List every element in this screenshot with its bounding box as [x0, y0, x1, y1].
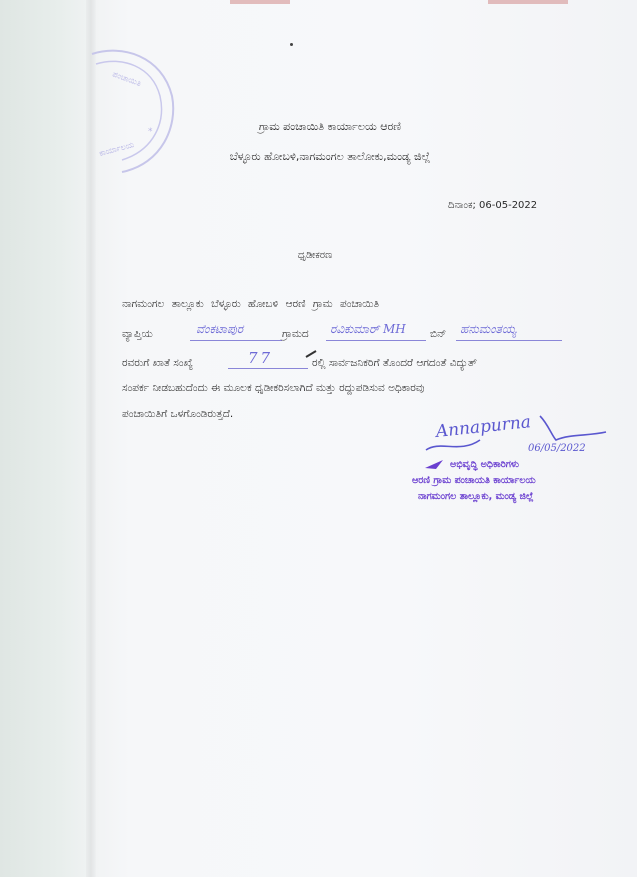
signature-date: 06/05/2022 — [528, 443, 586, 454]
seal-designation: ಅಭಿವೃದ್ಧಿ ಅಧಿಕಾರಿಗಳು — [450, 459, 520, 470]
svg-text:ಪಂಚಾಯಿತಿ: ಪಂಚಾಯಿತಿ — [111, 69, 143, 89]
body-line-2-village-suffix: ಗ್ರಾಮದ — [282, 328, 309, 340]
body-line-2-bin: ಬಿನ್ — [430, 328, 447, 340]
svg-text:ಕಾರ್ಯಾಲಯ: ಕಾರ್ಯಾಲಯ — [98, 139, 136, 158]
top-edge-mark — [488, 0, 568, 4]
fill-underline — [190, 340, 282, 341]
filled-name: ರವಿಕುಮಾರ್ MH — [330, 322, 406, 336]
seal-arrow — [424, 458, 444, 470]
seal-location: ನಾಗಮಂಗಲ ತಾಲ್ಲೂಕು, ಮಂಡ್ಯ ಜಿಲ್ಲೆ — [418, 491, 534, 502]
fill-underline — [326, 340, 426, 341]
office-title: ಗ್ರಾಮ ಪಂಚಾಯಿತಿ ಕಾರ್ಯಾಲಯ ಆರಣಿ — [258, 120, 402, 133]
body-line-3-prefix: ರವರುಗೆ ಖಾತೆ ಸಂಖ್ಯೆ — [122, 357, 194, 369]
filled-village: ವೆಂಕಟಾಪುರ — [196, 322, 244, 336]
signature-scrawl: Annapurna — [434, 412, 532, 442]
fill-underline — [456, 340, 562, 341]
office-address: ಬೆಳ್ಳೂರು ಹೋಬಳಿ,ನಾಗಮಂಗಲ ತಾಲೋಕು,ಮಂಡ್ಯ ಜಿಲ್ಲೆ — [229, 150, 431, 163]
filled-khata-number: 77 — [248, 349, 274, 367]
body-line-4: ಸಂಪರ್ಕ ನೀಡಬಹುದೆಂದು ಈ ಮೂಲಕ ಧೃಡೀಕರಿಸಲಾಗಿದೆ ಮತ್ತು ರದ್ದುಪಡಿಸುವ ಅಧಿಕಾರವು — [122, 382, 425, 394]
body-line-2-prefix: ವ್ಯಾಪ್ತಿಯ — [122, 328, 153, 340]
speck — [290, 43, 293, 46]
date-line: ದಿನಾಂಕ; 06-05-2022 — [448, 200, 538, 211]
body-line-1: ನಾಗಮಂಗಲ ತಾಲ್ಲೂಕು ಬೆಳ್ಳೂರು ಹೋಬಳಿ ಆರಣಿ ಗ್ರಾಮ ಪಂಚಾಯಿತಿ — [122, 298, 380, 310]
fill-underline — [228, 368, 308, 369]
svg-text:*: * — [148, 127, 153, 137]
body-line-3-suffix: ರಲ್ಲಿ ಸಾರ್ವಜನಿಕರಿಗೆ ತೊಂದರೆ ಆಗದಂತೆ ವಿದ್ಯುತ್ — [312, 357, 478, 369]
document-heading: ಧೃಡೀಕರಣ — [297, 250, 333, 261]
filled-father-name: ಹನುಮಂತಯ್ಯ — [460, 322, 517, 336]
top-edge-mark — [230, 0, 290, 4]
body-line-5: ಪಂಚಾಯಿತಿಗೆ ಒಳಗೊಂಡಿರುತ್ತದೆ. — [122, 408, 234, 420]
seal-office-name: ಆರಣಿ ಗ್ರಾಮ ಪಂಚಾಯತಿ ಕಾರ್ಯಾಲಯ — [412, 475, 536, 486]
